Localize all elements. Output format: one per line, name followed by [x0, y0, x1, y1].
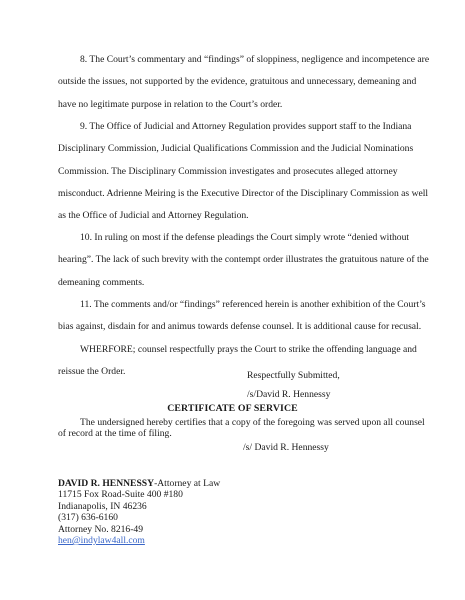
attorney-block	[58, 478, 220, 546]
paragraph-line: 10. In ruling on most if the defense pleadings the Court simply wrote “denied without	[80, 232, 410, 243]
attorney-name-line	[58, 478, 220, 489]
attorney-name: DAVID R. HENNESSY	[58, 478, 155, 489]
signature-closing: Respectfully Submitted,	[247, 370, 340, 381]
signature-name: /s/David R. Hennessy	[247, 389, 331, 400]
paragraph-line: 8. The Court’s commentary and “findings” of sloppiness, negligence and incompetence are	[80, 54, 430, 65]
certificate-title: CERTIFICATE OF SERVICE	[167, 403, 298, 414]
paragraph-line: bias against, disdain for and animus towards defense counsel. It is additional cause for recusal.	[58, 321, 422, 333]
certificate-line: The undersigned hereby certifies that a copy of the foregoing was served upon all counsel	[80, 417, 425, 428]
paragraph-line: Commission. The Disciplinary Commission investigates and prosecutes alleged attorney	[58, 165, 398, 177]
certificate-body	[58, 417, 425, 440]
wherefore-paragraph	[58, 339, 417, 384]
paragraph-line: outside the issues, not supported by the evidence, gratuitous and unnecessary, demeaning and	[58, 76, 417, 88]
paragraph-line: reissue the Order.	[58, 366, 126, 378]
phone-number: (317) 636-6160	[58, 512, 118, 524]
paragraph-line: demeaning comments.	[58, 276, 145, 288]
email-link[interactable]: hen@indylaw4all.com	[58, 535, 145, 547]
paragraph-line: have no legitimate purpose in relation to the Court’s order.	[58, 98, 283, 110]
paragraph-line: 11. The comments and/or “findings” referenced herein is another exhibition of the Court’s	[80, 299, 426, 310]
paragraph-10	[58, 227, 429, 294]
address-line-1: 11715 Fox Road-Suite 400 #180	[58, 489, 183, 501]
paragraph-line: misconduct. Adrienne Meiring is the Executive Director of the Disciplinary Commission as well	[58, 187, 429, 199]
paragraph-line: 9. The Office of Judicial and Attorney Regulation provides support staff to the Indiana	[80, 121, 412, 132]
paragraph-line: hearing”. The lack of such brevity with the contempt order illustrates the gratuitous nature of the	[58, 254, 429, 266]
address-line-2: Indianapolis, IN 46236	[58, 500, 147, 512]
certificate-line: of record at the time of filing.	[58, 428, 172, 440]
paragraph-9	[58, 116, 429, 227]
paragraph-line: Disciplinary Commission, Judicial Qualifications Commission and the Judicial Nominations	[58, 143, 414, 155]
paragraph-line: as the Office of Judicial and Attorney Regulation.	[58, 210, 249, 222]
attorney-number: Attorney No. 8216-49	[58, 523, 143, 535]
paragraph-line: WHERFORE; counsel respectfully prays the Court to strike the offending language and	[80, 344, 417, 355]
paragraph-8	[58, 49, 430, 116]
paragraph-11	[58, 294, 426, 339]
attorney-title: -Attorney at Law	[154, 478, 221, 489]
certificate-signature: /s/ David R. Hennessy	[243, 442, 329, 453]
